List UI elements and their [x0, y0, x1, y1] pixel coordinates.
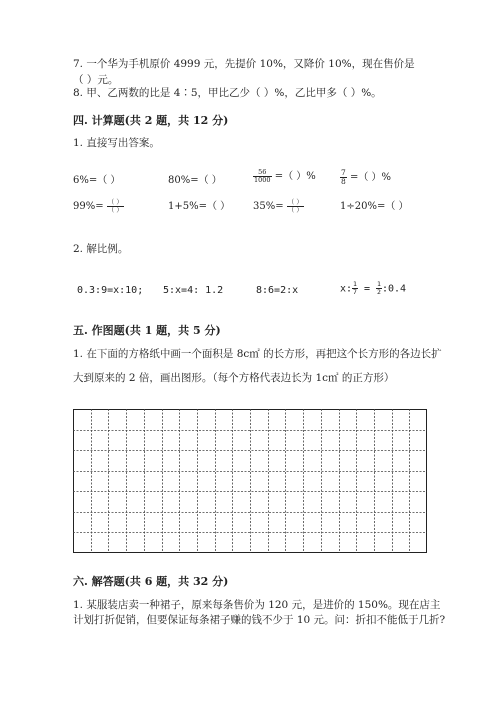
calc-35-percent: 35%= $\frac{( )}{( )}$ [253, 198, 303, 214]
section5-q1-line1: 1. 在下面的方格纸中画一个面积是 8c㎡ 的长方形，再把这个长方形的各边长扩 [73, 348, 442, 360]
fraction-7-8: $\frac{7}{8}$ [341, 168, 346, 186]
section4-q1: 1. 直接写出答案。 [73, 137, 160, 149]
calc-56-over-1000: $\frac{56}{1000}$ =（ ）% [254, 168, 316, 184]
section4-q2: 2. 解比例。 [73, 243, 129, 255]
section5-title: 五. 作图题(共 1 题，共 5 分) [73, 324, 221, 337]
calc-80-percent: 80%=（ ） [168, 175, 222, 186]
fraction-1-7: $\frac{1}{7}$ [353, 280, 357, 296]
calc-1-plus-5-percent: 1+5%=（ ） [168, 201, 231, 212]
q7-line1: 7. 一个华为手机原价 4999 元，先提价 10%，又降价 10%，现在售价是 [73, 58, 415, 70]
fraction-blank: $\frac{( )}{( )}$ [107, 198, 123, 214]
fraction-56-1000: $\frac{56}{1000}$ [254, 168, 271, 184]
calc-99-percent: 99%= $\frac{( )}{( )}$ [73, 198, 123, 214]
proportion-a: 0.3:9=x:10; [77, 285, 144, 296]
section6-title: 六. 解答题(共 6 题，共 32 分) [73, 575, 229, 588]
square-grid-paper [73, 409, 427, 553]
calc-7-over-8: $\frac{7}{8}$ =（ ）% [341, 168, 392, 186]
section5-q1-line2: 大到原来的 2 倍，画出图形。（每个方格代表边长为 1c㎡ 的正方形） [73, 372, 395, 384]
proportion-c: 8:6=2:x [256, 285, 299, 296]
proportion-b: 5:x=4: 1.2 [163, 285, 224, 296]
fraction-blank: $\frac{( )}{( )}$ [287, 198, 303, 214]
section4-title: 四. 计算题(共 2 题，共 12 分) [73, 114, 229, 127]
fraction-1-2: $\frac{1}{2}$ [377, 280, 381, 296]
section6-q1-line1: 1. 某服装店卖一种裙子，原来每条售价为 120 元，是进价的 150%。现在店主 [73, 599, 441, 611]
proportion-d: x: $\frac{1}{7}$ = $\frac{1}{2}$ :0.4 [340, 280, 407, 296]
q7-line2: （ ）元。 [73, 74, 119, 86]
calc-1-div-20-percent: 1÷20%=（ ） [340, 201, 409, 212]
calc-6-percent: 6%=（ ） [73, 175, 121, 186]
q8-line1: 8. 甲、乙两数的比是 4∶5，甲比乙少（ ）%，乙比甲多（ ）%。 [73, 87, 382, 99]
section6-q1-line2: 计划打折促销，但要保证每条裙子赚的钱不少于 10 元。问：折扣不能低于几折? [73, 614, 446, 626]
